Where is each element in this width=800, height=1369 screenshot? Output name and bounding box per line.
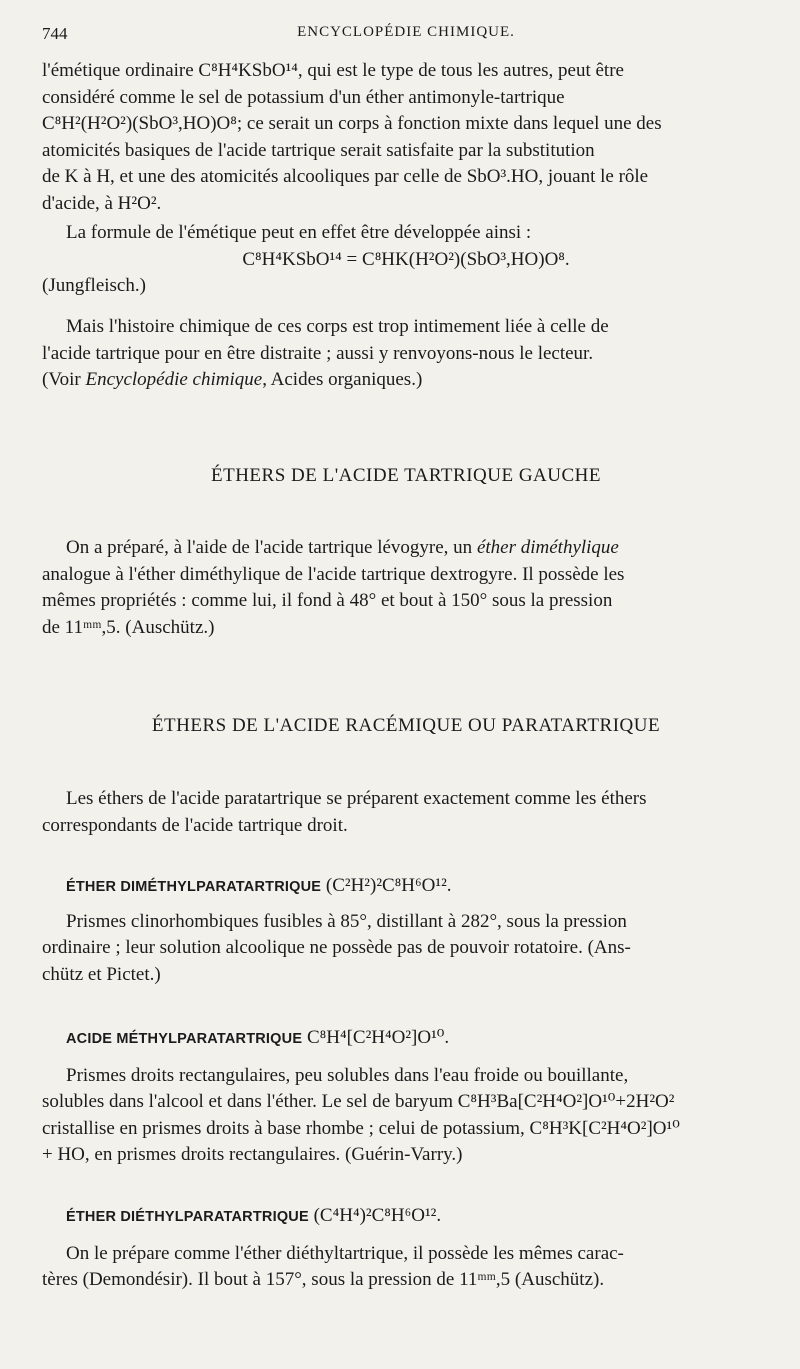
page-number: 744 [42,24,68,43]
text-line: tères (Demondésir). Il bout à 157°, sous la pression de 11ᵐᵐ,5 (Auschütz). [42,1269,605,1290]
entry-heading [42,873,770,901]
text-line: atomicités basiques de l'acide tartrique serait satisfaite par la substitution [42,139,595,161]
page-header [42,24,770,48]
text-line: considéré comme le sel de potassium d'un éther antimonyle-tartrique [42,86,565,108]
text-line: mêmes propriétés : comme lui, il fond à 48° et bout à 150° sous la pression [42,590,613,611]
reference-suffix: , Acides organiques.) [262,369,423,390]
paragraph-emetique [42,58,770,217]
text-line: Les éthers de l'acide paratartrique se préparent exactement comme les éthers [66,788,647,809]
paragraph-formula [42,220,770,300]
formula-line: C⁸H⁴KSbO¹⁴ = C⁸HK(H²O²)(SbO³,HO)O⁸. [242,248,570,270]
running-title: ENCYCLOPÉDIE CHIMIQUE. [297,24,515,40]
paragraph-tartrique-gauche [42,535,770,641]
text-line: cristallise en prismes droits à base rhombe ; celui de potassium, C⁸H³K[C²H⁴O²]O¹⁰ [42,1117,680,1139]
text-line: chütz et Pictet.) [42,963,161,985]
entry-heading [42,1203,770,1231]
text-line: Prismes droits rectangulaires, peu solubles dans l'eau froide ou bouillante, [66,1064,629,1086]
reference-line [42,367,770,394]
text-fragment: On a préparé, à l'aide de l'acide tartrique lévogyre, un [66,537,477,558]
entry-formula: C⁸H⁴[C²H⁴O²]O¹⁰. [302,1027,450,1048]
reference-prefix: (Voir [42,369,86,390]
paragraph-paratartrique [42,786,770,839]
entry-label: ÉTHER DIMÉTHYLPARATARTRIQUE [66,879,322,895]
text-line: + HO, en prismes droits rectangulaires. (Guérin-Varry.) [42,1144,463,1165]
text-line: La formule de l'émétique peut en effet être développée ainsi : [66,222,532,243]
section-heading-tartrique-gauche: ÉTHERS DE L'ACIDE TARTRIQUE GAUCHE [211,465,601,486]
text-line: l'émétique ordinaire C⁸H⁴KSbO¹⁴, qui est le type de tous les autres, peut être [42,60,624,81]
text-line: de K à H, et une des atomicités alcooliques par celle de SbO³.HO, jouant le rôle [42,166,649,187]
attribution: (Jungfleisch.) [42,275,146,296]
text-line: Mais l'histoire chimique de ces corps est trop intimement liée à celle de [66,316,609,337]
entry-heading [42,1025,770,1053]
entry-ether-dimethylparatartrique [42,873,770,988]
text-line: l'acide tartrique pour en être distraite ; aussi y renvoyons-nous le lecteur. [42,342,594,364]
italic-term: éther diméthylique [476,537,619,558]
text-line: solubles dans l'alcool et dans l'éther. Le sel de baryum C⁸H³Ba[C²H⁴O²]O¹⁰+2H²O² [42,1091,675,1112]
text-line: analogue à l'éther diméthylique de l'acide tartrique dextrogyre. Il possède les [42,563,625,585]
reference-title: Encyclopédie chimique [85,369,263,390]
text-line: de 11ᵐᵐ,5. (Auschütz.) [42,616,215,638]
entry-label: ACIDE MÉTHYLPARATARTRIQUE [66,1031,303,1047]
text-line: Prismes clinorhombiques fusibles à 85°, distillant à 282°, sous la pression [66,910,627,932]
entry-acide-methylparatartrique [42,1025,770,1169]
entry-label: ÉTHER DIÉTHYLPARATARTRIQUE [66,1209,309,1225]
text-line: correspondants de l'acide tartrique droit. [42,814,348,836]
entry-formula: (C²H²)²C⁸H⁶O¹². [321,875,452,896]
text-line: C⁸H²(H²O²)(SbO³,HO)O⁸; ce serait un corps à fonction mixte dans lequel une des [42,113,662,134]
entry-ether-diethylparatartrique [42,1203,770,1294]
paragraph-history [42,314,770,394]
section-heading-racemique: ÉTHERS DE L'ACIDE RACÉMIQUE OU PARATARTRIQUE [151,715,661,736]
text-line: On le prépare comme l'éther diéthyltartrique, il possède les mêmes carac- [66,1242,624,1264]
entry-formula: (C⁴H⁴)²C⁸H⁶O¹². [308,1205,442,1226]
text-line: ordinaire ; leur solution alcoolique ne possède pas de pouvoir rotatoire. (Ans- [42,937,631,958]
text-line [42,535,770,562]
text-line: d'acide, à H²O². [42,192,162,214]
